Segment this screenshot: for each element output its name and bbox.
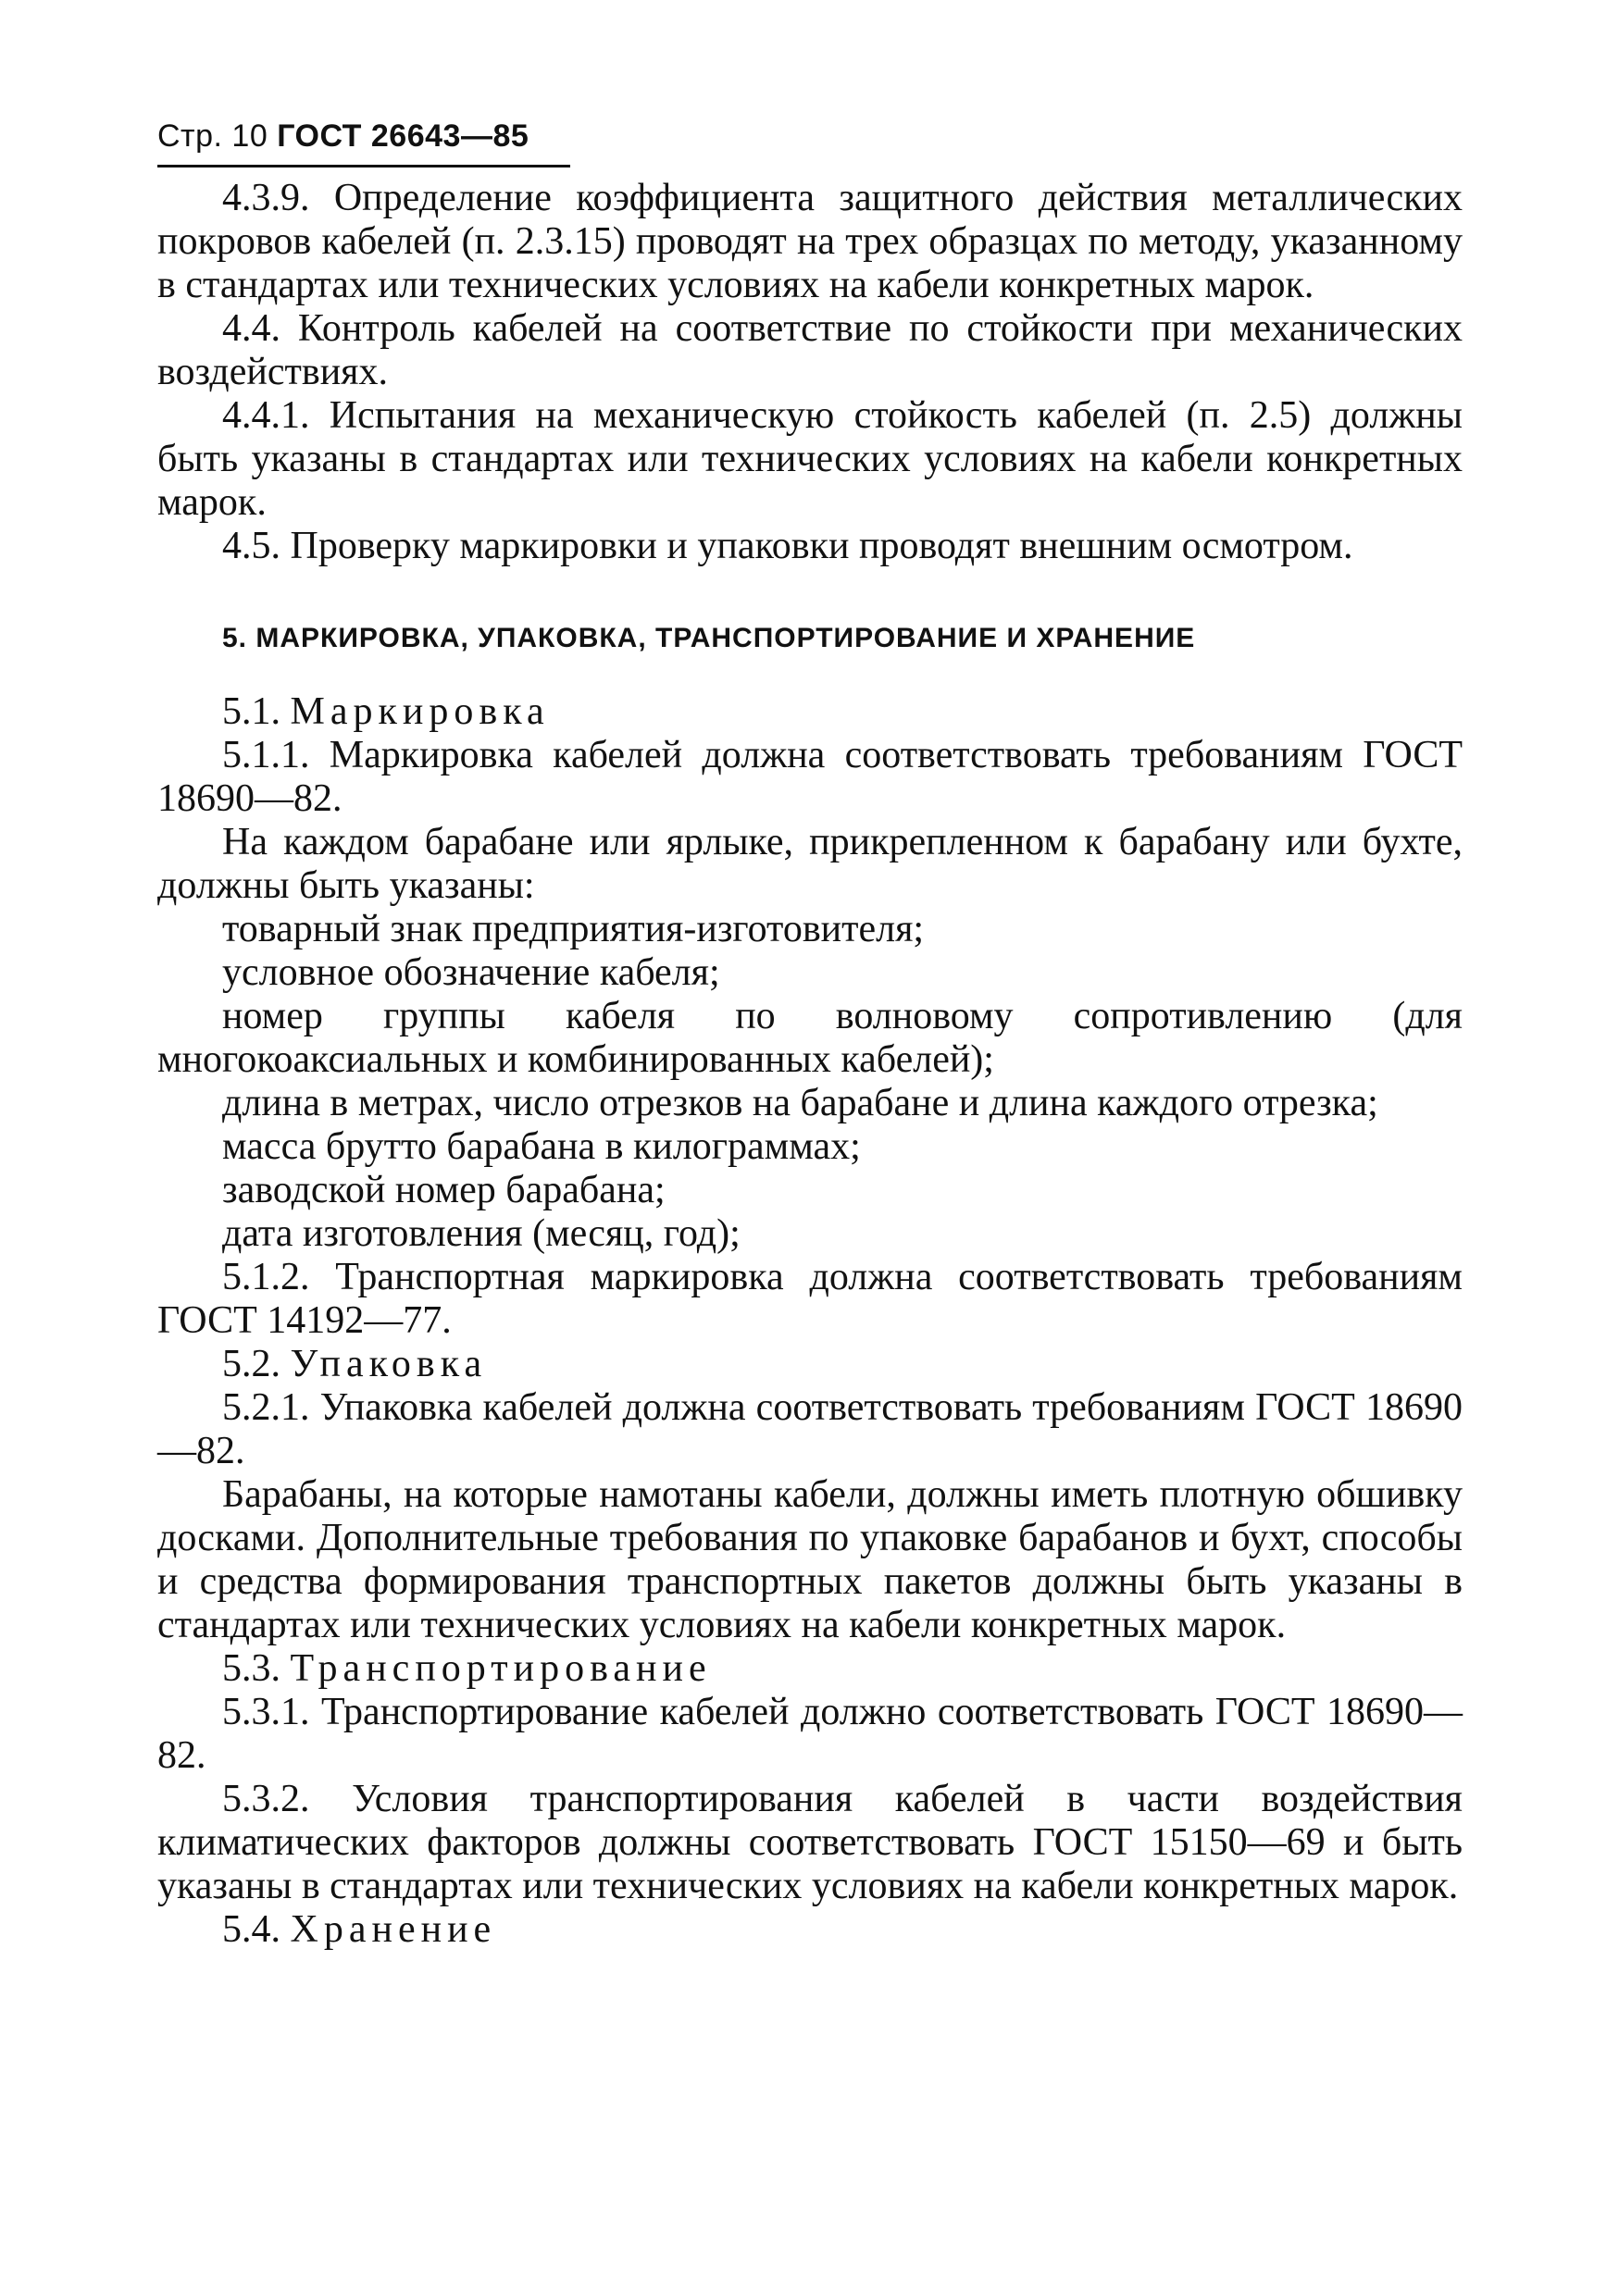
paragraph-5-1-2: 5.1.2. Транспортная маркировка должна соответствовать требованиям ГОСТ 14192—77. — [157, 1256, 1463, 1342]
subsection-number: 5.3. — [222, 1647, 280, 1690]
list-item: товарный знак предприятия-изготовителя; — [222, 908, 925, 950]
list-item: номер группы кабеля по волновому сопротивлению (для многокоаксиальных и комбинированных кабелей); — [157, 995, 1463, 1081]
paragraph-4-4: 4.4. Контроль кабелей на соответствие по стойкости при механических воздействиях. — [157, 307, 1463, 393]
list-item: условное обозначение кабеля; — [222, 951, 720, 994]
subsection-heading-5-2 — [157, 1343, 1463, 1386]
paragraph-5-1-1: 5.1.1. Маркировка кабелей должна соответствовать требованиям ГОСТ 18690—82. — [157, 734, 1463, 820]
subsection-title: Упаковка — [290, 1343, 488, 1385]
subsection-heading-5-3 — [157, 1647, 1463, 1691]
subsection-number: 5.4. — [222, 1908, 280, 1951]
subsection-number: 5.2. — [222, 1343, 280, 1385]
subsection-title: Маркировка — [290, 690, 550, 733]
subsection-heading-5-4 — [157, 1908, 1463, 1952]
paragraph-4-3-9: 4.3.9. Определение коэффициента защитного действия металлических покровов кабелей (п. 2.3.15) проводят на трех образцах по методу, указанному в стандартах или технических условиях на кабели конкретных марок. — [157, 177, 1463, 306]
section-title: 5. МАРКИРОВКА, УПАКОВКА, ТРАНСПОРТИРОВАНИЕ И ХРАНЕНИЕ — [222, 623, 1196, 653]
page-header — [157, 117, 1463, 155]
subsection-number: 5.1. — [222, 690, 280, 733]
paragraph-5-3-1: 5.3.1. Транспортирование кабелей должно соответствовать ГОСТ 18690—82. — [157, 1691, 1463, 1777]
paragraph-4-5: 4.5. Проверку маркировки и упаковки проводят внешним осмотром. — [222, 525, 1353, 567]
list-item: дата изготовления (месяц, год); — [222, 1212, 741, 1255]
list-item: заводской номер барабана; — [222, 1169, 666, 1211]
paragraph-5-3-2: 5.3.2. Условия транспортирования кабелей в части воздействия климатических факторов должны соответствовать ГОСТ 15150—69 и быть указаны в стандартах или технических условиях на кабели конкретных марок. — [157, 1778, 1463, 1907]
standard-number: ГОСТ 26643—85 — [277, 118, 529, 154]
paragraph-5-2-1: 5.2.1. Упаковка кабелей должна соответствовать требованиям ГОСТ 18690—82. — [157, 1386, 1463, 1472]
page-number: Стр. 10 — [157, 118, 268, 154]
subsection-title: Хранение — [290, 1908, 497, 1951]
header-rule — [157, 165, 570, 168]
paragraph-5-2-2: Барабаны, на которые намотаны кабели, должны иметь плотную обшивку досками. Дополнительные требования по упаковке барабанов и бухт, способы и средства формирования транспортных пакетов должны быть указаны в стандартах или технических условиях на кабели конкретных марок. — [157, 1473, 1463, 1646]
document-body — [157, 177, 1463, 1952]
subsection-title: Транспортирование — [290, 1647, 712, 1690]
subsection-heading-5-1 — [157, 690, 1463, 734]
document-page — [157, 117, 1463, 1952]
paragraph-4-4-1: 4.4.1. Испытания на механическую стойкость кабелей (п. 2.5) должны быть указаны в стандартах или технических условиях на кабели конкретных марок. — [157, 394, 1463, 524]
paragraph-5-1-intro: На каждом барабане или ярлыке, прикрепленном к барабану или бухте, должны быть указаны: — [157, 821, 1463, 907]
list-item: масса брутто барабана в килограммах; — [222, 1125, 861, 1168]
list-item: длина в метрах, число отрезков на барабане и длина каждого отрезка; — [222, 1082, 1378, 1124]
